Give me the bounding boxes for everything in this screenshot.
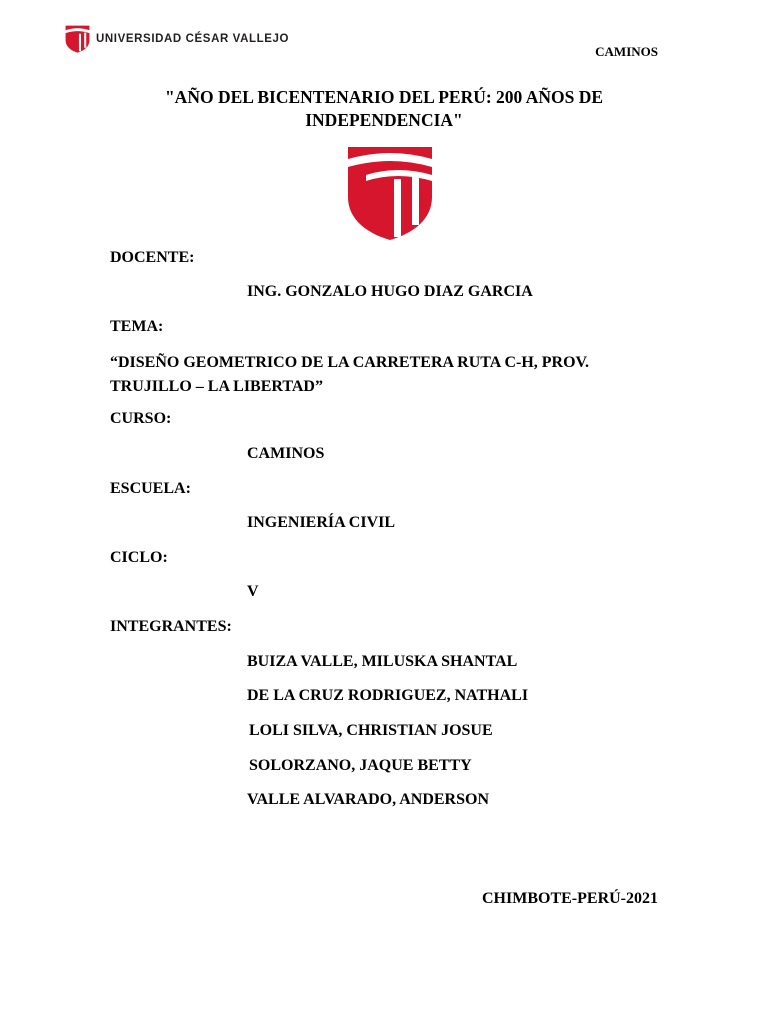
- integrante-item: BUIZA VALLE, MILUSKA SHANTAL: [247, 653, 518, 670]
- curso-value: CAMINOS: [247, 445, 325, 462]
- ucv-crest-icon: [346, 145, 434, 241]
- curso-label: CURSO:: [110, 410, 172, 427]
- ciclo-value: V: [247, 583, 259, 600]
- tema-label: TEMA:: [110, 318, 164, 335]
- escuela-value: INGENIERÍA CIVIL: [247, 514, 396, 531]
- motto-title: "AÑO DEL BICENTENARIO DEL PERÚ: 200 AÑOS DE INDEPENDENCIA": [164, 87, 604, 130]
- integrante-item: SOLORZANO, JAQUE BETTY: [249, 757, 472, 774]
- course-tag: CAMINOS: [595, 44, 658, 59]
- tema-value: “DISEÑO GEOMETRICO DE LA CARRETERA RUTA C-H, PROV. TRUJILLO – LA LIBERTAD”: [110, 354, 590, 395]
- university-crest: [346, 145, 434, 246]
- university-header-logo: [65, 24, 289, 54]
- ucv-shield-icon: [65, 24, 90, 54]
- docente-label: DOCENTE:: [110, 249, 195, 266]
- integrantes-label: INTEGRANTES:: [110, 618, 232, 635]
- university-name: UNIVERSIDAD CÉSAR VALLEJO: [96, 33, 290, 45]
- integrante-item: VALLE ALVARADO, ANDERSON: [247, 791, 489, 808]
- footer-place-year: CHIMBOTE-PERÚ-2021: [482, 890, 658, 907]
- docente-value: ING. GONZALO HUGO DIAZ GARCIA: [247, 283, 533, 300]
- integrante-item: LOLI SILVA, CHRISTIAN JOSUE: [249, 722, 493, 739]
- integrante-item: DE LA CRUZ RODRIGUEZ, NATHALI: [247, 687, 529, 704]
- ciclo-label: CICLO:: [110, 549, 168, 566]
- escuela-label: ESCUELA:: [110, 480, 191, 497]
